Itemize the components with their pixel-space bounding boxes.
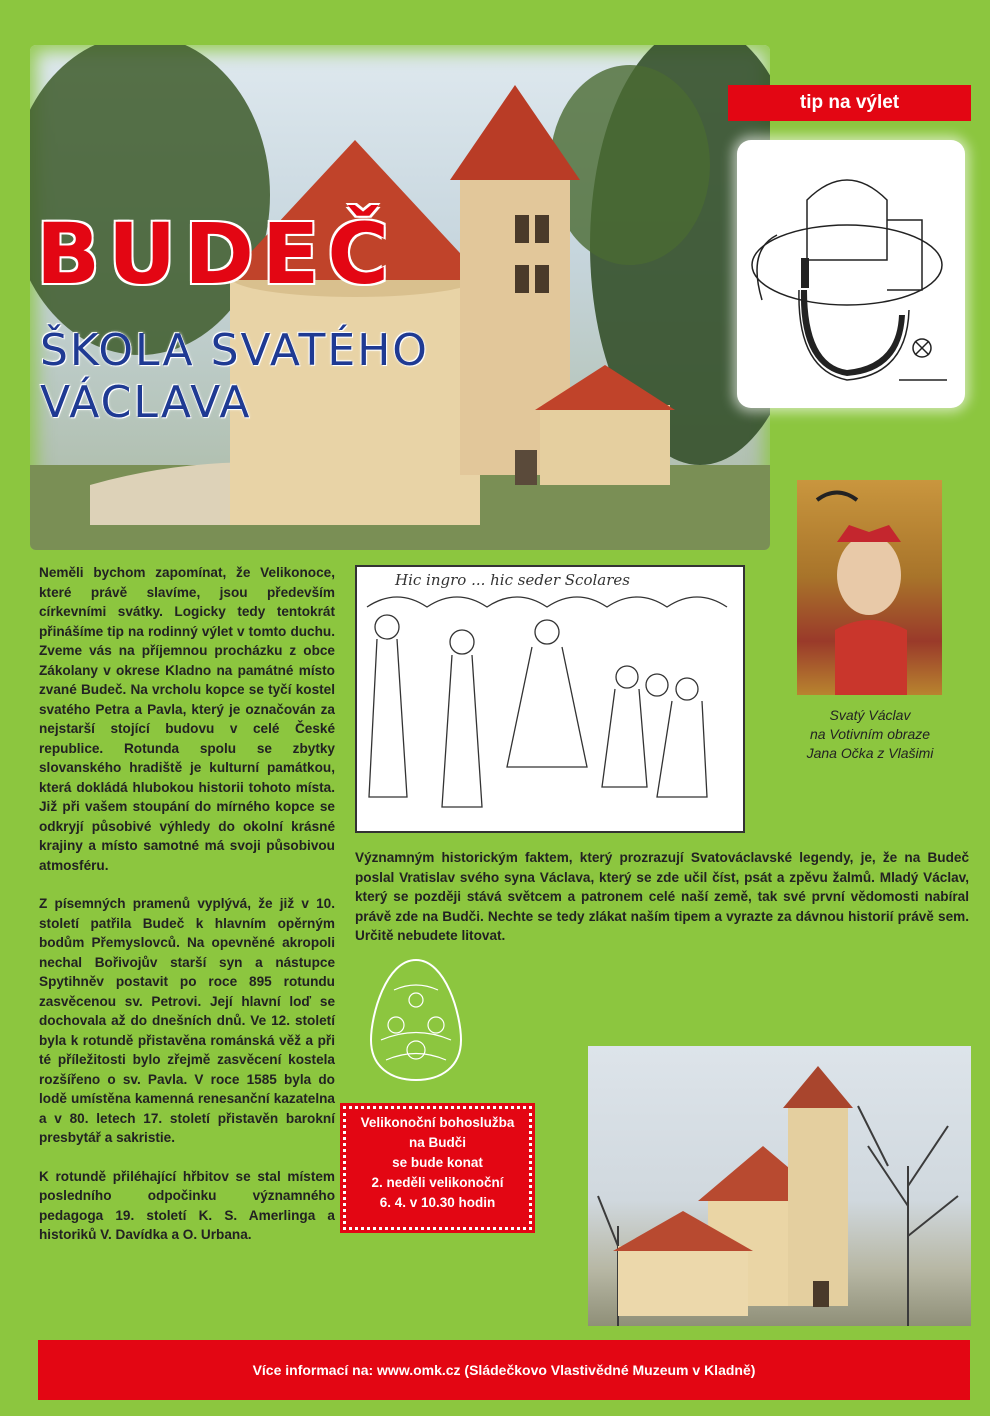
easter-egg-icon <box>366 955 466 1090</box>
medieval-drawing <box>355 565 745 833</box>
church-photo-winter <box>588 1046 971 1326</box>
page-title: BUDEČ <box>36 205 397 303</box>
floor-plan-drawing <box>737 140 965 408</box>
footer-text: Více informací na: www.omk.cz (Sládečkovo Vlastivědné Muzeum v Kladně) <box>252 1362 756 1378</box>
drawing-figures <box>357 567 743 831</box>
article-middle-paragraph: Významným historickým faktem, který prozrazují Svatováclavské legendy, je, že na Budeč poslal Vratislav svého syna Václava, který se zde učil číst, psát a zpěvu žalmů. Mladý Václav, který se později stává světcem a patronem celé naší země, tak své první vědomosti nabíral právě zde na Budči. Nechte se tedy zlákat naším tipem a vyrazte za dávnou historií právě sem. Určitě nebudete litovat. <box>355 850 969 943</box>
footer-banner <box>38 1340 970 1400</box>
subtitle-line-1: ŠKOLA SVATÉHO <box>40 325 429 376</box>
easter-service-notice <box>340 1103 535 1233</box>
notice-line: 2. neděli velikonoční <box>371 1175 504 1190</box>
saint-wenceslas-painting <box>797 480 942 695</box>
floor-plan <box>737 140 965 408</box>
page-subtitle <box>40 325 510 429</box>
church-winter-illustration <box>588 1046 971 1326</box>
article-paragraph: Neměli bychom zapomínat, že Velikonoce, které právě slavíme, jsou především církevními svátky. Logicky tedy tentokrát přinášíme tip na rodinný výlet v tomto duchu. Zveme vás na příjemnou procházku z obce Zákolany v okrese Kladno na památné místo zvané Budeč. Na vrcholu kopce se tyčí kostel svatého Petra a Pavla, který je označován za nejstarší stojící budovu v celé České republice. Rotunda spolu se zbytky slovanského hradiště je kulturní památkou, která dokládá hlubokou historii tohoto místa. Již při vašem stoupání do mírného kopce se odkryjí působivé výhledy do okolní krásné krajiny a místo samotné má svoji působivou atmosféru. <box>39 565 335 873</box>
saint-caption <box>770 706 970 763</box>
tip-badge: tip na výlet <box>728 85 971 121</box>
article-paragraph: Z písemných pramenů vyplývá, že již v 10. století patřila Budeč k hlavním opěrným bodům Přemyslovců. Na opevněné akropoli nechal Bořivojův starší syn a nástupce Spytihněv postavit po roce 895 rotundu zasvěcenou sv. Petrovi. Její hlavní loď se dochovala až do dnešních dnů. Ve 12. století byla k rotundě přistavěna románská věž a při té příležitosti bylo zřejmě zasvěcení kostela rozšířeno o sv. Pavla. V roce 1585 byla do lodě umístěna kamenná renesanční kazatelna a v 80. letech 17. století přistavěn barokní presbytář a sakristie. <box>39 896 335 1145</box>
caption-line: Svatý Václav <box>829 707 911 723</box>
article-left-column <box>39 563 335 1264</box>
notice-line: Velikonoční bohoslužba <box>360 1115 515 1130</box>
caption-line: na Votivním obraze <box>809 726 931 742</box>
notice-line: na Budči <box>408 1135 466 1150</box>
article-paragraph: K rotundě přiléhající hřbitov se stal místem posledního odpočinku významného pedagoga 19. století K. S. Amerlinga a historiků V. Davídka a O. Urbana. <box>39 1168 335 1242</box>
caption-line: Jana Očka z Vlašimi <box>806 745 934 761</box>
notice-line: 6. 4. v 10.30 hodin <box>379 1195 496 1210</box>
notice-line: se bude konat <box>392 1155 483 1170</box>
saint-portrait <box>797 480 942 695</box>
subtitle-line-2: VÁCLAVA <box>40 377 252 428</box>
drawing-inscription: Hic ingro ... hic seder Scolares <box>395 571 630 589</box>
